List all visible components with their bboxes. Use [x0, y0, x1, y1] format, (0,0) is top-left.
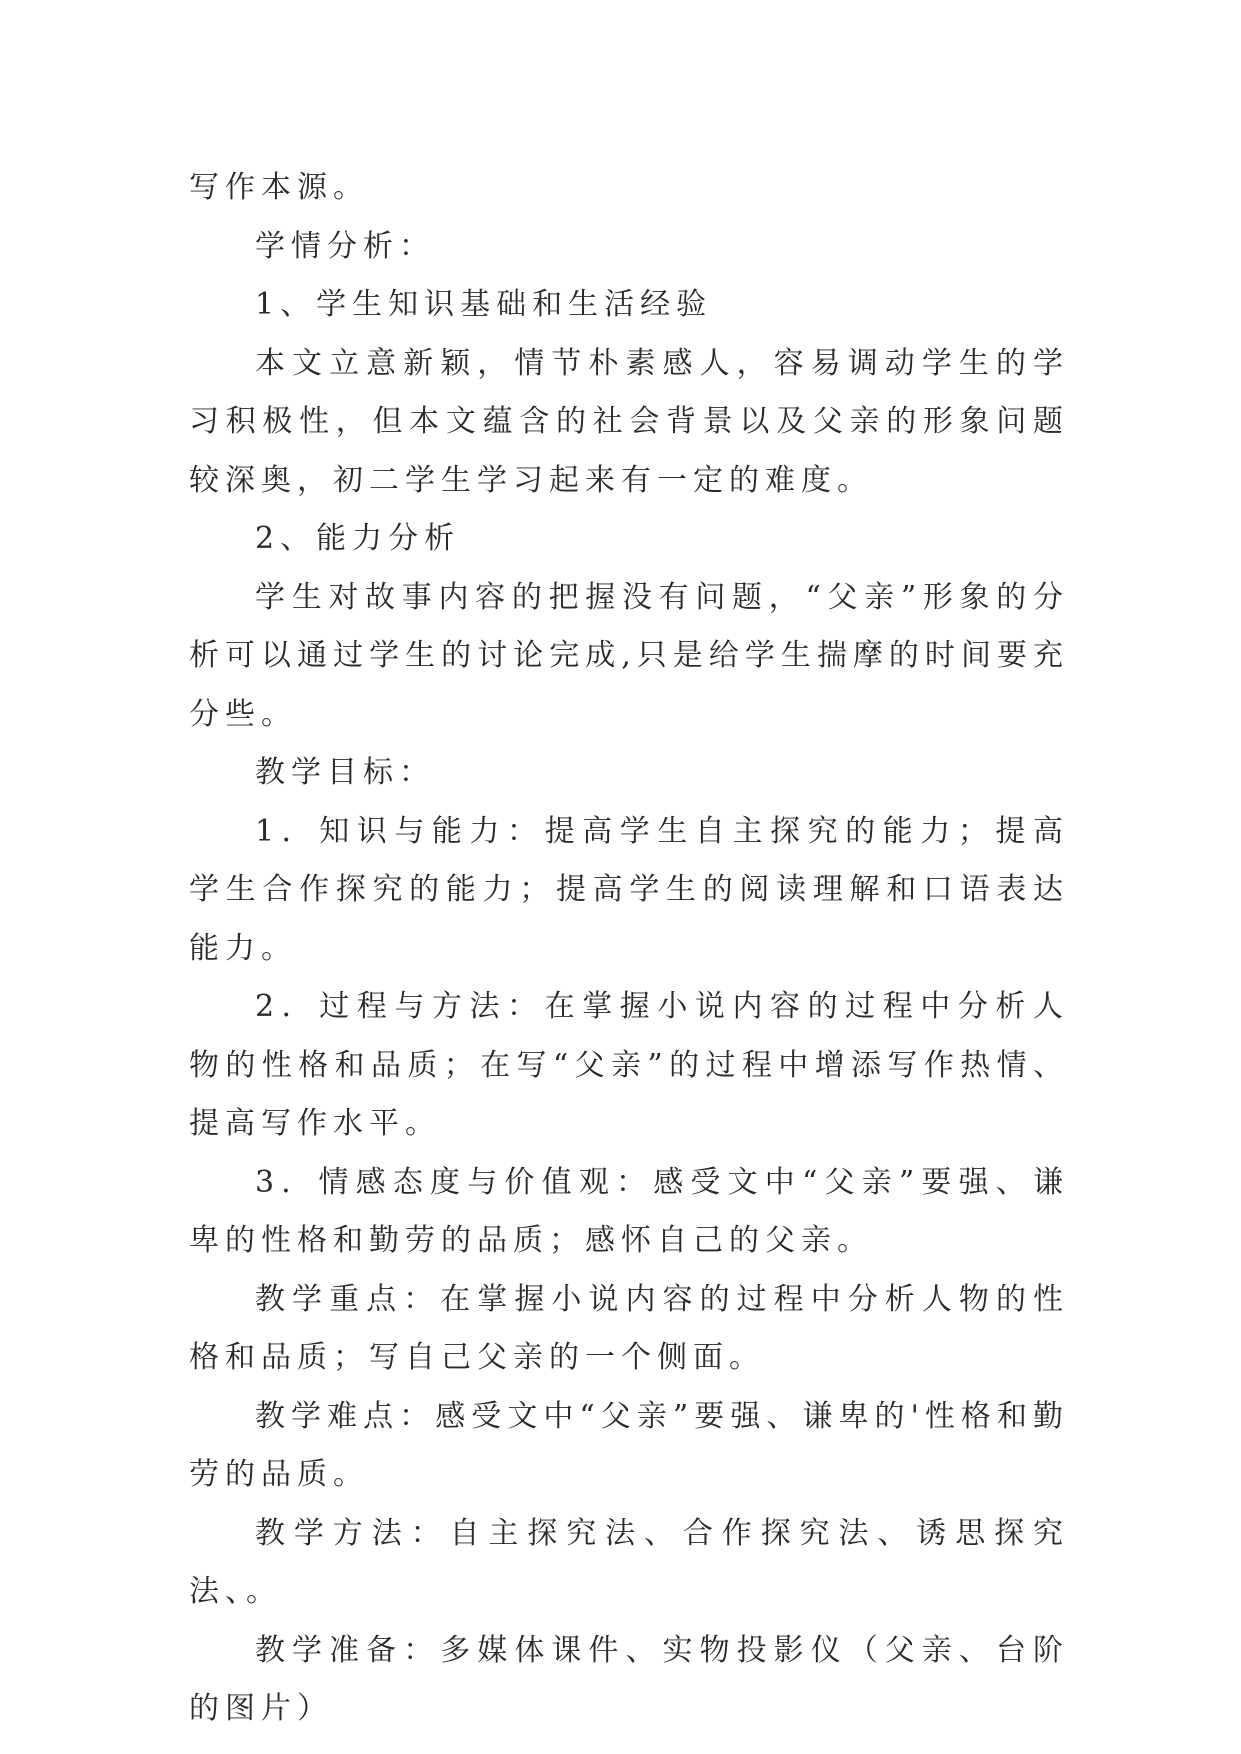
subheading-knowledge-basis: 1、学生知识基础和生活经验: [255, 287, 713, 322]
heading-learning-analysis: 学情分析：: [255, 228, 435, 264]
paragraph-knowledge-basis: 本文立意新颖，情节朴素感人，容易调动学生的学习积极性，但本文蕴含的社会背景以及父亲的形象问题较深奥，初二学生学习起来有一定的难度。: [189, 345, 1069, 498]
paragraph-teaching-difficulty: 教学难点：感受文中“父亲”要强、谦卑的'性格和勤劳的品质。: [189, 1398, 1069, 1492]
objective-knowledge-ability: 1．知识与能力：提高学生自主探究的能力；提高学生合作探究的能力；提高学生的阅读理解和口语表达能力。: [189, 813, 1069, 966]
paragraph-teaching-preparation: 教学准备：多媒体课件、实物投影仪（父亲、台阶的图片）: [189, 1632, 1069, 1726]
objective-process-method: 2．过程与方法：在掌握小说内容的过程中分析人物的性格和品质；在写“父亲”的过程中增添写作热情、提高写作水平。: [189, 989, 1069, 1141]
heading-teaching-objectives: 教学目标：: [255, 755, 435, 790]
subheading-ability-analysis: 2、能力分析: [255, 521, 461, 556]
paragraph-teaching-methods: 教学方法：自主探究法、合作探究法、诱思探究法、。: [189, 1515, 1069, 1609]
paragraph-ability-analysis: 学生对故事内容的把握没有问题，“父亲”形象的分析可以通过学生的讨论完成,只是给学生揣摩的时间要充分些。: [189, 579, 1069, 732]
document-body: [189, 159, 1069, 1739]
paragraph-continuation: 写作本源。: [189, 170, 369, 205]
paragraph-teaching-focus: 教学重点：在掌握小说内容的过程中分析人物的性格和品质；写自己父亲的一个侧面。: [189, 1281, 1069, 1375]
objective-emotion-values: 3．情感态度与价值观：感受文中“父亲”要强、谦卑的性格和勤劳的品质；感怀自己的父亲。: [189, 1164, 1069, 1258]
